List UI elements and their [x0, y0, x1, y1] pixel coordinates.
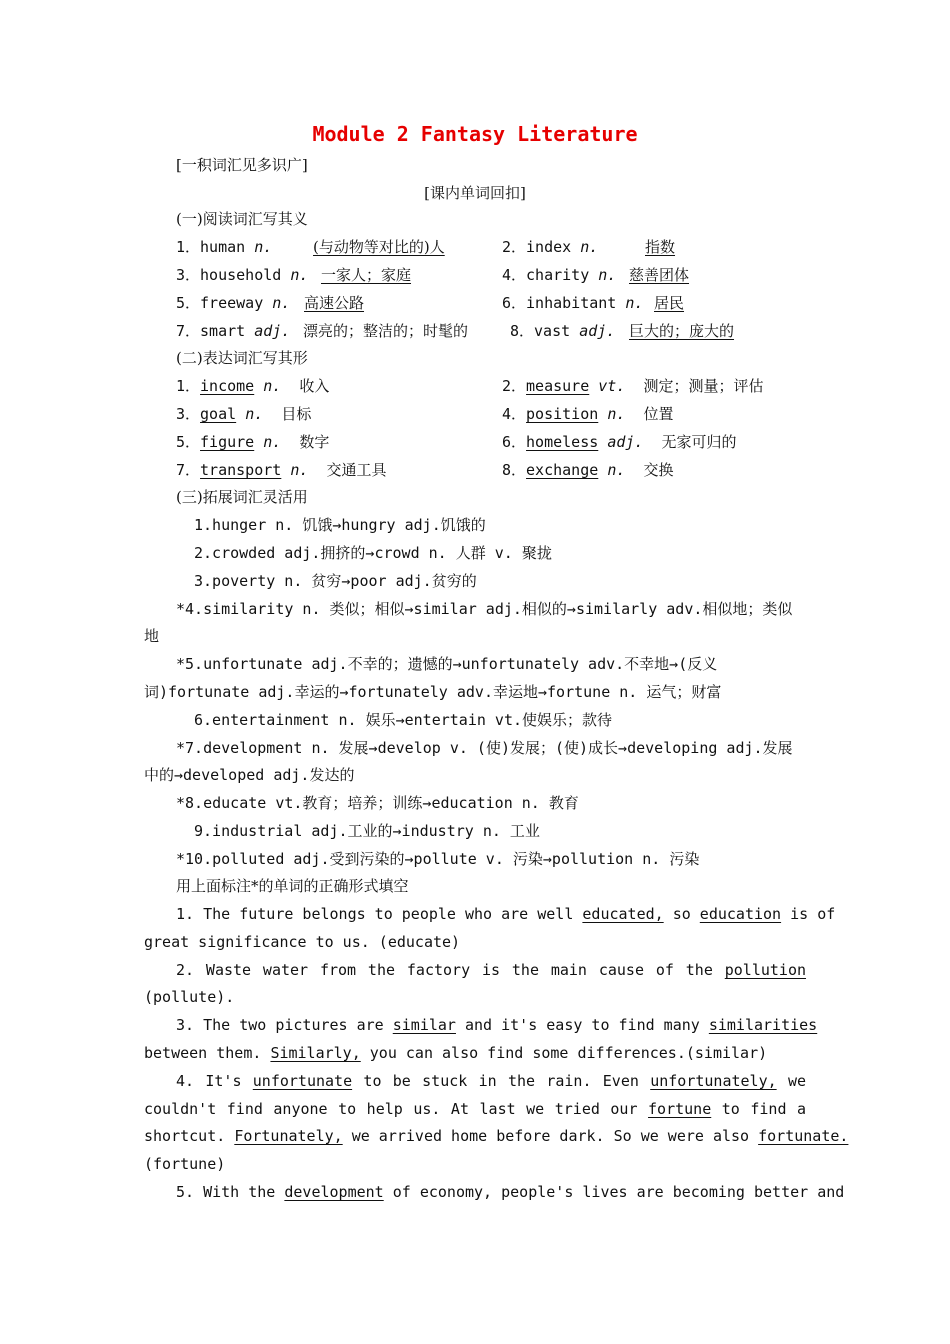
vocab-answer: 慈善团体 [629, 266, 690, 284]
vocab-item [176, 460, 386, 480]
answer-text: unfortunately, [650, 1072, 777, 1090]
text-span: 测定；测量；评估 [643, 377, 764, 395]
answer-text: education [699, 905, 782, 923]
vocab-answer: 漂亮的；整洁的；时髦的 [303, 322, 469, 340]
text-span: smart [200, 322, 246, 340]
text-span: to find a [721, 1100, 807, 1118]
exercise-line [176, 1071, 806, 1091]
word-family-line: 1.hunger n. 饥饿→hungry adj.饥饿的 [194, 516, 486, 534]
vocab-item [502, 404, 673, 424]
answer-text: transport [200, 461, 282, 479]
answer-text: Similarly, [270, 1044, 361, 1062]
text-span: and it's easy to find many [465, 1016, 700, 1034]
text-span: 7． [176, 322, 201, 340]
text-span: so [672, 905, 691, 923]
vocab-answer: (与动物等对比的)人 [313, 238, 445, 256]
word-family-line: 9.industrial adj.工业的→industry n. 工业 [194, 822, 540, 840]
vocab-item [502, 376, 763, 396]
text-span: we arrived home before dark. So we were also [351, 1127, 750, 1145]
word-family-line: 地 [144, 627, 160, 645]
text-span: 8． [510, 322, 535, 340]
text-span: 3． [176, 405, 201, 423]
text-span: 位置 [643, 405, 674, 423]
answer-text: similarities [708, 1016, 818, 1034]
exercise-line [144, 1043, 767, 1063]
vocab-answer: 巨大的；庞大的 [629, 322, 735, 340]
text-span: 交换 [643, 461, 674, 479]
text-span: n. [272, 294, 291, 312]
reading-vocab-heading: (一)阅读词汇写其义 [176, 210, 308, 228]
text-span: n. [254, 238, 273, 256]
subsection-header: [课内单词回扣] [424, 184, 526, 202]
text-span: n. [580, 238, 599, 256]
vocab-item [502, 460, 673, 480]
answer-text: pollution [724, 961, 807, 979]
text-span: adj. [579, 322, 616, 340]
vocab-answer: 指数 [645, 238, 676, 256]
exercise-line [176, 904, 836, 924]
vocab-item [176, 293, 290, 313]
text-span: inhabitant [526, 294, 617, 312]
text-span: 5. With the [176, 1183, 276, 1201]
fill-blank-instruction: 用上面标注*的单词的正确形式填空 [176, 877, 409, 895]
text-span: adj. [607, 433, 644, 451]
text-span: 收入 [299, 377, 330, 395]
text-span: 6． [502, 294, 527, 312]
text-span: n. [245, 405, 264, 423]
word-family-line: *8.educate vt.教育；培养；训练→education n. 教育 [176, 794, 579, 812]
answer-text: development [284, 1183, 384, 1201]
vocab-answer: 一家人；家庭 [321, 266, 412, 284]
text-span: 2． [502, 238, 527, 256]
text-span: n. [607, 461, 626, 479]
text-span: n. [263, 433, 282, 451]
exercise-line [144, 1126, 849, 1146]
word-family-line: 中的→developed adj.发达的 [144, 766, 355, 784]
vocab-item [502, 293, 643, 313]
text-span: 5． [176, 294, 201, 312]
vocab-item [176, 432, 329, 452]
text-span: 5． [176, 433, 201, 451]
text-span: 2． [502, 377, 527, 395]
exercise-line: great significance to us. (educate) [144, 933, 461, 951]
answer-text: Fortunately, [234, 1127, 343, 1145]
text-span: index [526, 238, 572, 256]
text-span: human [200, 238, 246, 256]
answer-text: homeless [526, 433, 599, 451]
answer-text: fortunate. [758, 1127, 849, 1145]
text-span: 数字 [299, 433, 330, 451]
answer-text: income [200, 377, 255, 395]
word-family-line: *5.unfortunate adj.不幸的；遗憾的→unfortunately adv.不幸地→(反义 [176, 655, 718, 673]
text-span: n. [607, 405, 626, 423]
text-span: 1． [176, 238, 201, 256]
expression-vocab-heading: (二)表达词汇写其形 [176, 349, 308, 367]
text-span: between them. [144, 1044, 262, 1062]
text-span: household [200, 266, 282, 284]
answer-text: position [526, 405, 599, 423]
text-span: 2. Waste water from the factory is the main cause of the [176, 961, 713, 979]
text-span: 4. It's [176, 1072, 242, 1090]
text-span: 3. The two pictures are [176, 1016, 384, 1034]
text-span: couldn't find anyone to help us. At last we tried our [144, 1100, 638, 1118]
text-span: is of [790, 905, 836, 923]
section-header: [一积词汇见多识广] [176, 156, 308, 174]
exercise-line [176, 1015, 818, 1035]
vocab-item [176, 237, 272, 257]
answer-text: goal [200, 405, 237, 423]
text-span: 3． [176, 266, 201, 284]
answer-text: unfortunate [252, 1072, 353, 1090]
vocab-item [176, 376, 329, 396]
text-span: freeway [200, 294, 264, 312]
word-family-line: 6.entertainment n. 娱乐→entertain vt.使娱乐；款待 [194, 711, 613, 729]
word-family-line: *10.polluted adj.受到污染的→pollute v. 污染→pollution n. 污染 [176, 850, 700, 868]
word-family-line: *4.similarity n. 类似；相似→similar adj.相似的→similarly adv.相似地；类似 [176, 600, 793, 618]
word-family-line: 词)fortunate adj.幸运的→fortunately adv.幸运地→fortune n. 运气；财富 [144, 683, 722, 701]
text-span: you can also find some differences.(similar) [369, 1044, 768, 1062]
word-family-line: *7.development n. 发展→develop v. (使)发展；(使)成长→developing adj.发展 [176, 739, 793, 757]
text-span: adj. [254, 322, 291, 340]
text-span: to be stuck in the rain. Even [363, 1072, 639, 1090]
answer-text: exchange [526, 461, 599, 479]
exercise-line: (fortune) [144, 1155, 226, 1173]
vocab-item [176, 265, 308, 285]
text-span: n. [263, 377, 282, 395]
text-span: 1. The future belongs to people who are well [176, 905, 574, 923]
word-family-line: 3.poverty n. 贫穷→poor adj.贫穷的 [194, 572, 477, 590]
answer-text: similar [392, 1016, 456, 1034]
vocab-item [502, 237, 598, 257]
answer-text: figure [200, 433, 255, 451]
exercise-line [144, 1099, 806, 1119]
text-span: n. [290, 266, 309, 284]
text-span: 1． [176, 377, 201, 395]
word-family-line: 2.crowded adj.拥挤的→crowd n. 人群 v. 聚拢 [194, 544, 552, 562]
text-span: 4． [502, 405, 527, 423]
text-span: shortcut. [144, 1127, 226, 1145]
text-span: 4． [502, 266, 527, 284]
exercise-line: (pollute). [144, 988, 235, 1006]
text-span: 6． [502, 433, 527, 451]
vocab-item [176, 404, 311, 424]
vocab-item [510, 321, 615, 341]
vocab-item [502, 432, 737, 452]
page-title: Module 2 Fantasy Literature [312, 122, 638, 146]
text-span: charity [526, 266, 590, 284]
text-span: 7． [176, 461, 201, 479]
exercise-line [176, 960, 806, 980]
exercise-line [176, 1182, 845, 1202]
text-span: n. [598, 266, 617, 284]
text-span: vt. [598, 377, 626, 395]
text-span: we [787, 1072, 806, 1090]
text-span: n. [290, 461, 309, 479]
vocab-answer: 居民 [654, 294, 685, 312]
text-span: 目标 [281, 405, 312, 423]
vocab-item [176, 321, 290, 341]
text-span: vast [534, 322, 571, 340]
vocab-answer: 高速公路 [304, 294, 365, 312]
answer-text: educated, [582, 905, 664, 923]
vocab-item [502, 265, 616, 285]
answer-text: fortune [648, 1100, 712, 1118]
text-span: n. [625, 294, 644, 312]
text-span: of economy, people's lives are becoming better and [392, 1183, 845, 1201]
answer-text: measure [526, 377, 590, 395]
text-span: 交通工具 [326, 461, 387, 479]
text-span: 无家可归的 [661, 433, 737, 451]
extended-vocab-heading: (三)拓展词汇灵活用 [176, 488, 308, 506]
text-span: 8． [502, 461, 527, 479]
